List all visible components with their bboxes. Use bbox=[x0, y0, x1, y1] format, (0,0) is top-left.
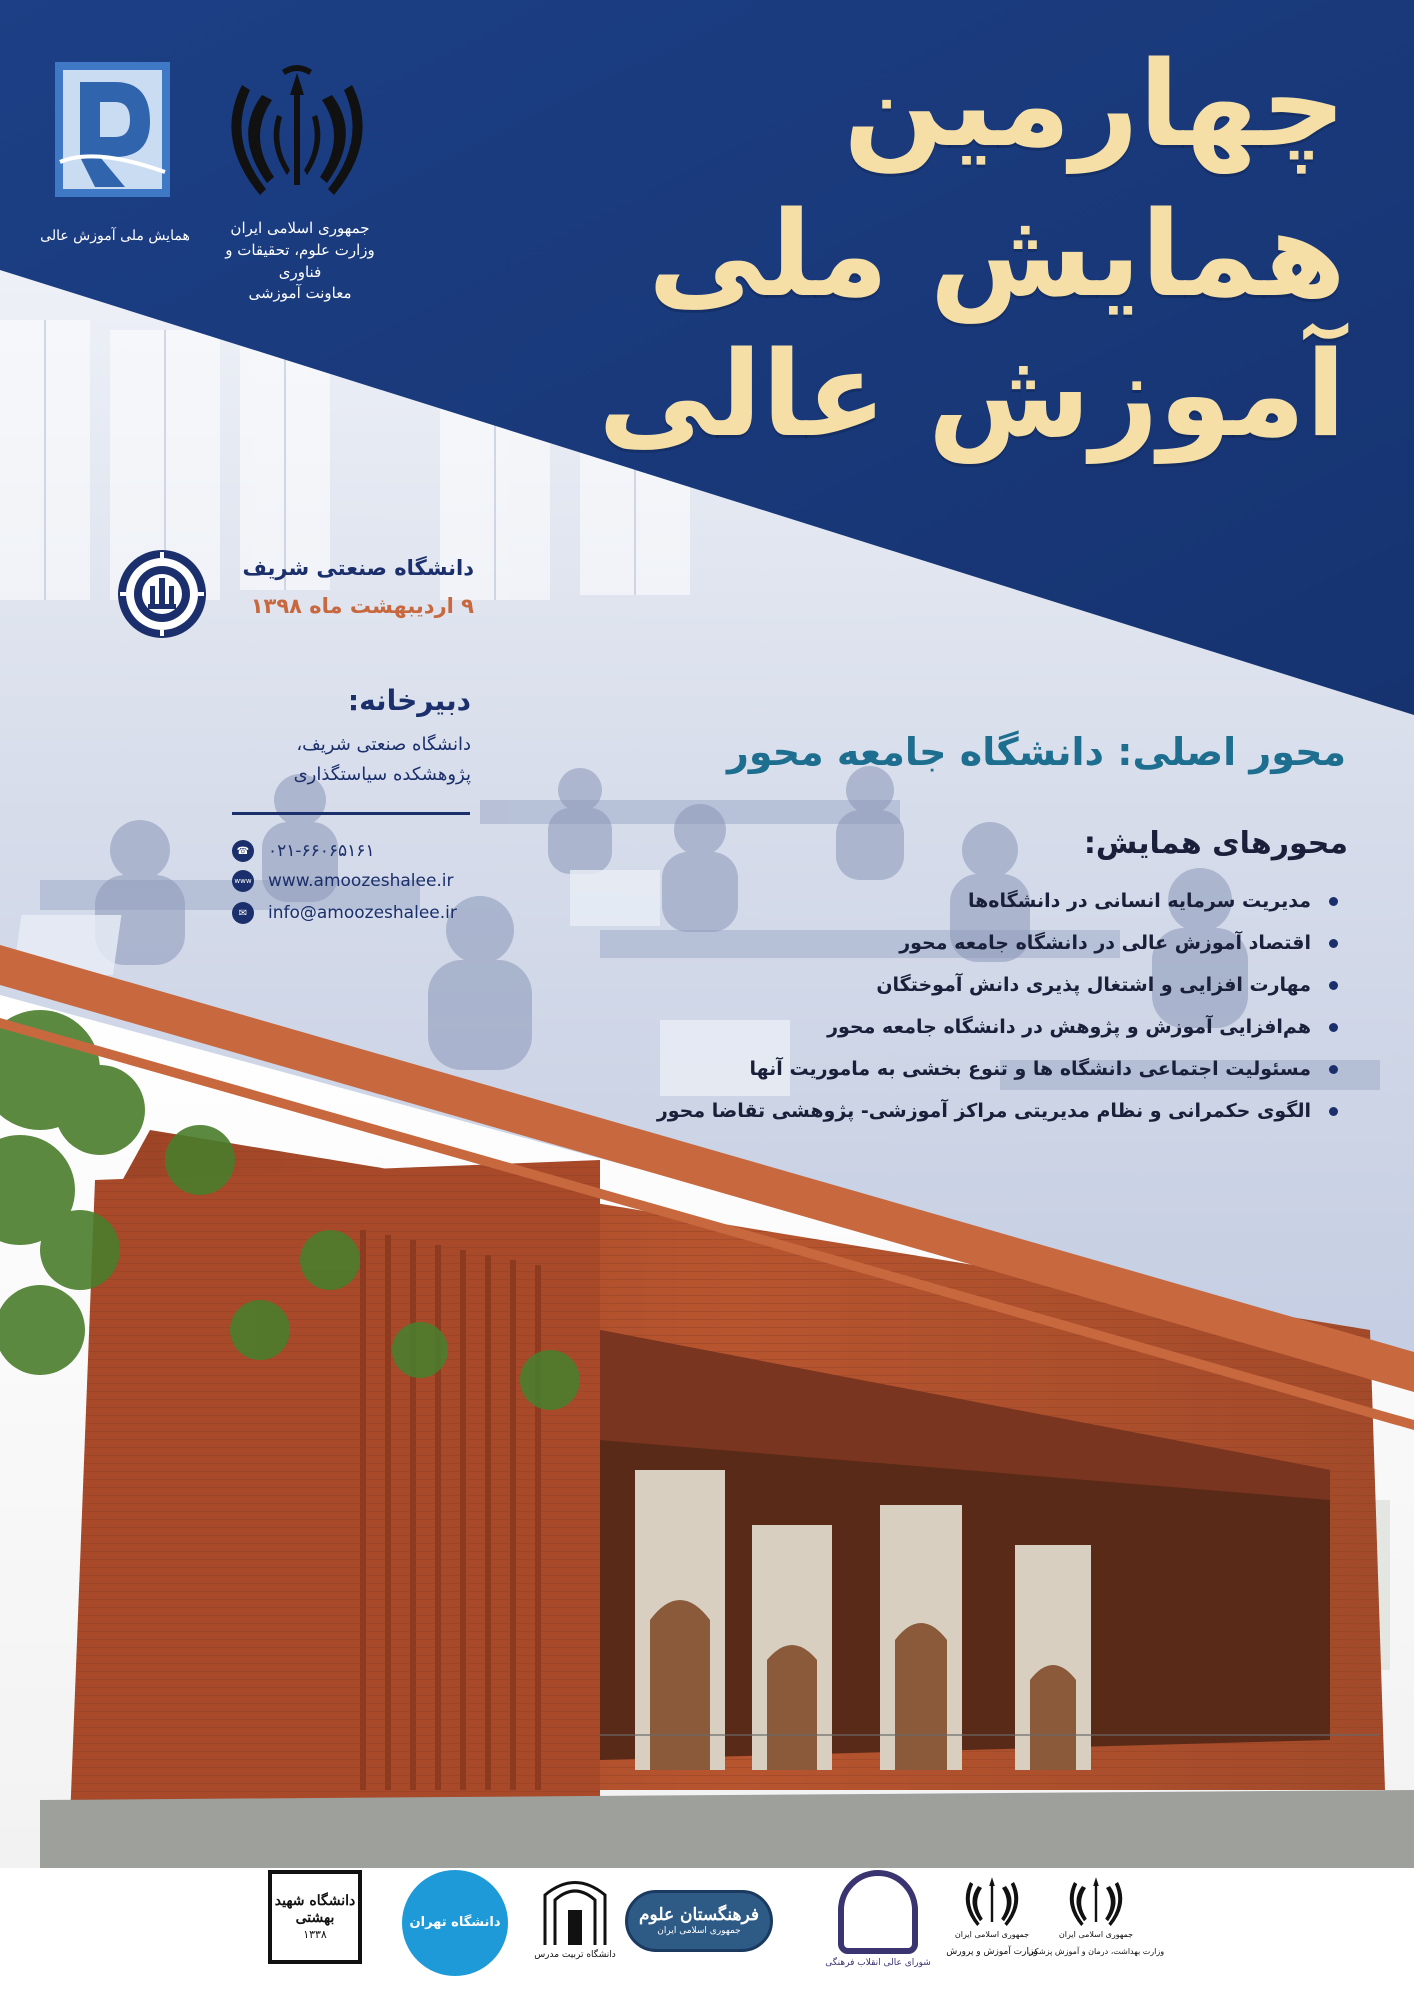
partner-name-7: جمهوری اسلامی ایران bbox=[1058, 1930, 1134, 1939]
iran-emblem-small-icon bbox=[962, 1870, 1022, 1930]
partner-ministry-health-logo bbox=[1027, 1870, 1165, 1982]
main-axis: محور اصلی: دانشگاه جامعه محور bbox=[727, 730, 1346, 774]
ministry-caption-line-1: جمهوری اسلامی ایران bbox=[230, 219, 370, 237]
axis-item bbox=[458, 922, 1338, 964]
partner-sub-7: وزارت بهداشت، درمان و آموزش پزشکی bbox=[1027, 1947, 1165, 1956]
axis-item-text: مدیریت سرمایه انسانی در دانشگاه‌ها bbox=[967, 890, 1311, 912]
secretariat-divider bbox=[232, 812, 470, 815]
bullet-icon bbox=[1329, 981, 1338, 990]
contact-website[interactable] bbox=[232, 866, 454, 896]
axis-item-text: اقتصاد آموزش عالی در دانشگاه جامعه محور bbox=[899, 932, 1311, 954]
academy-sciences-mark-icon bbox=[625, 1890, 773, 1952]
partner-cultural-revolution-logo bbox=[825, 1870, 931, 1982]
partner-name-6: جمهوری اسلامی ایران bbox=[954, 1930, 1030, 1939]
phone-icon: ☎ bbox=[232, 840, 254, 862]
partner-shahid-beheshti-logo bbox=[265, 1870, 365, 1982]
venue-date: ۹ اردیبهشت ماه ۱۳۹۸ bbox=[250, 594, 474, 618]
contact-phone-text: ۰۲۱-۶۶۰۶۵۱۶۱ bbox=[268, 841, 375, 861]
axis-item-text: مهارت افزایی و اشتغال پذیری دانش آموختگان bbox=[876, 974, 1311, 996]
bullet-icon bbox=[1329, 897, 1338, 906]
partner-academy-sciences-logo bbox=[624, 1890, 774, 2002]
partner-name-5: شورای عالی انقلاب فرهنگی bbox=[825, 1958, 931, 1968]
cultural-revolution-mark-icon bbox=[838, 1870, 918, 1954]
title-line-3: آموزش عالی bbox=[598, 325, 1346, 463]
axis-item bbox=[458, 1006, 1338, 1048]
conference-logo bbox=[55, 62, 170, 197]
conference-logo-caption: همایش ملی آموزش عالی bbox=[40, 228, 190, 244]
partner-name-1: دانشگاه شهید بهشتی bbox=[274, 1892, 356, 1927]
axis-item-text: هم‌افزایی آموزش و پژوهش در دانشگاه جامعه محور bbox=[827, 1016, 1311, 1038]
partner-tehran-logo bbox=[400, 1870, 510, 1982]
bullet-icon bbox=[1329, 1065, 1338, 1074]
partner-name-2: دانشگاه تهران bbox=[409, 1915, 501, 1931]
iran-emblem-icon bbox=[222, 55, 372, 205]
shahid-beheshti-mark-icon bbox=[268, 1870, 362, 1964]
partner-sub-4: جمهوری اسلامی ایران bbox=[657, 1925, 741, 1936]
axis-item bbox=[458, 1048, 1338, 1090]
tarbiat-modares-mark-icon bbox=[540, 1870, 610, 1950]
axes-heading: محورهای همایش: bbox=[1083, 826, 1348, 861]
sharif-university-seal-icon bbox=[116, 548, 208, 640]
axis-item bbox=[458, 880, 1338, 922]
partner-sub-6: وزارت آموزش و پرورش bbox=[946, 1947, 1038, 1957]
bullet-icon bbox=[1329, 1107, 1338, 1116]
axes-list bbox=[458, 880, 1338, 1132]
partner-sub-1: ۱۳۳۸ bbox=[303, 1927, 327, 1941]
secretariat-heading: دبیرخانه: bbox=[347, 684, 471, 717]
axis-item bbox=[458, 964, 1338, 1006]
partner-tarbiat-modares-logo bbox=[530, 1870, 620, 1982]
contact-website-text: www.amoozeshalee.ir bbox=[268, 871, 454, 891]
bullet-icon bbox=[1329, 1023, 1338, 1032]
ministry-caption bbox=[205, 218, 395, 305]
partner-name-4: فرهنگستان علوم bbox=[639, 1905, 759, 1926]
contact-email[interactable] bbox=[232, 898, 457, 928]
contact-email-text: info@amoozeshalee.ir bbox=[268, 903, 457, 923]
ministry-caption-line-2: وزارت علوم، تحقیقات و فناوری bbox=[225, 240, 375, 281]
bullet-icon bbox=[1329, 939, 1338, 948]
secretariat-line-1: دانشگاه صنعتی شریف، bbox=[296, 734, 471, 755]
title-line-2: همایش ملی bbox=[647, 185, 1346, 323]
tehran-university-mark-icon bbox=[402, 1870, 508, 1976]
axis-item bbox=[458, 1090, 1338, 1132]
ministry-caption-line-3: معاونت آموزشی bbox=[248, 284, 352, 303]
partner-ministry-education-logo bbox=[944, 1870, 1040, 1982]
contact-phone[interactable] bbox=[232, 836, 375, 866]
email-icon: ✉ bbox=[232, 902, 254, 924]
partner-name-3: دانشگاه تربیت مدرس bbox=[534, 1950, 616, 1960]
venue-university: دانشگاه صنعتی شریف bbox=[242, 556, 474, 580]
title-line-1: چهارمین bbox=[843, 35, 1346, 173]
secretariat-line-2: پژوهشکده سیاستگذاری bbox=[293, 764, 471, 785]
axis-item-text: مسئولیت اجتماعی دانشگاه ها و تنوع بخشی به ماموریت آنها bbox=[749, 1058, 1311, 1080]
axis-item-text: الگوی حکمرانی و نظام مدیریتی مراکز آموزشی- پژوهشی تقاضا محور bbox=[656, 1100, 1311, 1122]
www-icon: www bbox=[232, 870, 254, 892]
iran-emblem-small-icon bbox=[1066, 1870, 1126, 1930]
